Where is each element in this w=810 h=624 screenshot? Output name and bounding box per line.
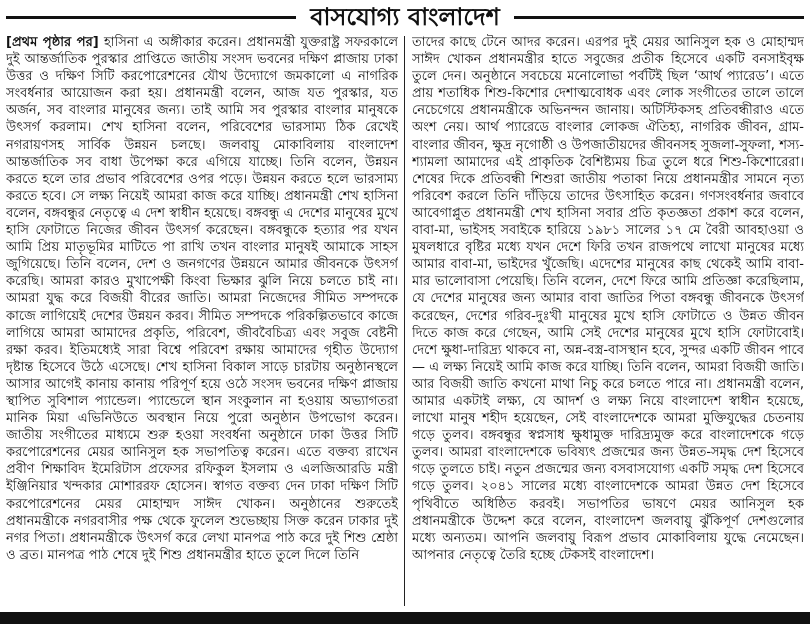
bottom-border: [0, 612, 810, 624]
page-header: [0, 0, 810, 34]
article-text-right: তাদের কাছে টেনে আদর করেন। এরপর দুই মেয়র আনিসুল হক ও মোহাম্মদ সাঈদ খোকন প্রধানমন্ত্রীর হাতে সবুজের প্রতীক হিসেবে একটি বনসাইবৃক্ষ তুলে দেন। অনুষ্ঠানে সবচেয়ে মনোলোভা পর্বটিই ছিল ‘আর্থ প্যারেড’। এতে প্রায় শতাধিক শিশু-কিশোর দেশাত্মবোধক এবং লোক সংগীতের তালে তালে নেচেগেয়ে প্রধানমন্ত্রীকে অভিনন্দন জানায়। অটিস্টিকসহ প্রতিবন্ধীরাও এতে অংশ নেয়। আর্থ প্যারেডে বাংলার লোকজ ঐতিহ্য, নাগরিক জীবন, গ্রাম-বাংলার জীবন, ক্ষুদ্র নৃগোষ্ঠী ও উপজাতীয়দের জীবনসহ সুজলা-সুফলা, শস্য-শ্যামলা আমাদের এই প্রাকৃতিক বৈশিষ্ট্যময় চিত্র তুলে ধরে শিশু-কিশোরেরা। শেষের দিকে প্রতিবন্ধী শিশুরা জাতীয় পতাকা নিয়ে প্রধানমন্ত্রীর সামনে নৃত্য পরিবেশ করলে তিনি দাঁড়িয়ে তাদের উৎসাহিত করেন। গণসংবর্ধনার জবাবে আবেগাপ্লুত প্রধানমন্ত্রী শেখ হাসিনা সবার প্রতি কৃতজ্ঞতা প্রকাশ করে বলেন, বাবা-মা, ভাইসহ সবাইকে হারিয়ে ১৯৮১ সালের ১৭ মে বৈরী আবহাওয়া ও মুষলধারে বৃষ্টির মধ্যে যখন দেশে ফিরি তখন রাজপথে লাখো মানুষের মধ্যে আমার বাবা-মা, ভাইদের খুঁজেছি। এদেশের মানুষের কাছ থেকেই আমি বাবা-মার ভালোবাসা পেয়েছি। তিনি বলেন, দেশে ফিরে আমি প্রতিজ্ঞা করেছিলাম, যে দেশের মানুষের জন্য আমার বাবা জাতির পিতা বঙ্গবন্ধু জীবনকে উৎসর্গ করেছেন, দেশের গরিব-দুঃখী মানুষের মুখে হাসি ফোটাতে ও উন্নত জীবন দিতে কাজ করে গেছেন, আমি সেই দেশের মানুষের মুখে হাসি ফোটাবোই। দেশে ক্ষুধা-দারিদ্র্য থাকবে না, অন্ন-বস্ত্র-বাসস্থান হবে, সুন্দর একটি জীবন পাবে— এ লক্ষ্য নিয়েই আমি কাজ করে যাচ্ছি। তিনি বলেন, আমরা বিজয়ী জাতি। আর বিজয়ী জাতি কখনো মাথা নিচু করে চলতে পারে না। প্রধানমন্ত্রী বলেন, আমার একটাই লক্ষ্য, যে আদর্শ ও লক্ষ্য নিয়ে বাংলাদেশ স্বাধীন হয়েছে, লাখো মানুষ শহীদ হয়েছেন, সেই বাংলাদেশকে আমরা মুক্তিযুদ্ধের চেতনায় গড়ে তুলব। বঙ্গবন্ধুর স্বপ্নসাধ ক্ষুধামুক্ত দারিদ্র্যমুক্ত করে বাংলাদেশকে গড়ে তুলব। আমরা বাংলাদেশকে ভবিষ্যৎ প্রজন্মের জন্য উন্নত-সমৃদ্ধ দেশ হিসেবে গড়ে তুলতে চাই। নতুন প্রজন্মের জন্য বসবাসযোগ্য একটি সমৃদ্ধ দেশ হিসেবে গড়ে তুলব। ২০৪১ সালের মধ্যে বাংলাদেশকে আমরা উন্নত দেশ হিসেবে পৃথিবীতে অধিষ্ঠিত করবই। সভাপতির ভাষণে মেয়র আনিসুল হক প্রধানমন্ত্রীকে উদ্দেশ করে বলেন, বাংলাদেশ জলবায়ু ঝুঁকিপূর্ণ দেশগুলোর মধ্যে অন্যতম। আপনি জলবায়ু বিরূপ প্রভাব মোকাবিলায় যুদ্ধে নেমেছেন। আপনার নেতৃত্বে তৈরি হচ্ছে টেকসই বাংলাদেশ।: [412, 35, 804, 563]
page-title: বাসযোগ্য বাংলাদেশ: [310, 2, 500, 31]
column-divider: [404, 36, 405, 606]
article-column-left: [6, 34, 398, 608]
header-rule-right: [514, 16, 804, 19]
article-paragraph-left: [6, 34, 398, 564]
header-rule-left: [6, 16, 296, 19]
article-text-left: হাসিনা এ অঙ্গীকার করেন। প্রধানমন্ত্রী যুক্তরাষ্ট্র সফরকালে দুই আন্তর্জাতিক পুরস্কার প্রাপ্তিতে জাতীয় সংসদ ভবনের দক্ষিণ প্লাজায় ঢাকা উত্তর ও দক্ষিণ সিটি করপোরেশনের যৌথ উদ্যোগে জমকালো এ নাগরিক সংবর্ধনার আয়োজন করা হয়। প্রধানমন্ত্রী বলেন, আজ যত পুরস্কার, যত অর্জন, সব বাংলার মানুষের জন্য। তাই আমি সব পুরস্কার বাংলার মানুষকে উৎসর্গ করলাম। শেখ হাসিনা বলেন, পরিবেশের ভারসাম্য ঠিক রেখেই নগরায়ণসহ সার্বিক উন্নয়ন চলছে। জলবায়ু মোকাবিলায় বাংলাদেশ আন্তর্জাতিক সব বাধা উপেক্ষা করে এগিয়ে যাচ্ছে। তিনি বলেন, উন্নয়ন করতে হলে তার প্রভাব পরিবেশের ওপর পড়ে। উন্নয়ন করতে হলে ভারসাম্য করতে হবে। সে লক্ষ্য নিয়েই আমরা কাজ করে যাচ্ছি। প্রধানমন্ত্রী শেখ হাসিনা বলেন, বঙ্গবন্ধুর নেতৃত্বে এ দেশ স্বাধীন হয়েছে। বঙ্গবন্ধু এ দেশের মানুষের মুখে হাসি ফোটাতে নিজের জীবন উৎসর্গ করেছেন। বঙ্গবন্ধুকে হত্যার পর যখন আমি প্রিয় মাতৃভূমির মাটিতে পা রাখি তখন বাংলার মানুষই আমাকে সাহস জুগিয়েছে। তিনি বলেন, দেশ ও জনগণের উন্নয়নে আমার জীবনকে উৎসর্গ করেছি। আমরা কারও মুখাপেক্ষী কিংবা ভিক্ষার ঝুলি নিয়ে চলতে চাই না। আমরা যুদ্ধ করে বিজয়ী বীরের জাতি। আমরা নিজেদের সীমিত সম্পদকে কাজে লাগিয়েই দেশের উন্নয়ন করব। সীমিত সম্পদকে পরিকল্পিতভাবে কাজে লাগিয়ে আমরা আমাদের প্রকৃতি, পরিবেশ, জীববৈচিত্র্য এবং সবুজ বেষ্টনী রক্ষা করব। ইতিমধ্যেই সারা বিশ্বে পরিবেশ রক্ষায় আমাদের গৃহীত উদ্যোগ দৃষ্টান্ত হিসেবে উঠে এসেছে। শেখ হাসিনা বিকাল সাড়ে চারটায় অনুষ্ঠানস্থলে আসার আগেই কানায় কানায় পরিপূর্ণ হয়ে ওঠে সংসদ ভবনের দক্ষিণ প্লাজায় স্থাপিত সুবিশাল প্যান্ডেল। প্যান্ডেলে স্থান সংকুলান না হওয়ায় অভ্যাগতরা মানিক মিয়া এভিনিউতে অবস্থান নিয়ে পুরো অনুষ্ঠান উপভোগ করেন। জাতীয় সংগীতের মাধ্যমে শুরু হওয়া সংবর্ধনা অনুষ্ঠানে ঢাকা উত্তর সিটি করপোরেশনের মেয়র আনিসুল হক সভাপতিত্ব করেন। এতে বক্তব্য রাখেন প্রবীণ শিক্ষাবিদ ইমেরিটাস প্রফেসর রফিকুল ইসলাম ও এলজিআরডি মন্ত্রী ইঞ্জিনিয়ার খন্দকার মোশাররফ হোসেন। স্বাগত বক্তব্য দেন ঢাকা দক্ষিণ সিটি করপোরেশনের মেয়র মোহাম্মদ সাঈদ খোকন। অনুষ্ঠানের শুরুতেই প্রধানমন্ত্রীকে নগরবাসীর পক্ষ থেকে ফুলেল শুভেচ্ছায় সিক্ত করেন ঢাকার দুই নগর পিতা। প্রধানমন্ত্রীকে উৎসর্গ করে লেখা মানপত্র পাঠ করে দুই শিশু শ্রেষ্ঠা ও ব্রত। মানপত্র পাঠ শেষে দুই শিশু প্রধানমন্ত্রীর হাতে তুলে দিলে তিনি: [6, 35, 398, 563]
continued-label: [প্রথম পৃষ্ঠার পর]: [6, 35, 99, 50]
article-column-right: [412, 34, 804, 608]
